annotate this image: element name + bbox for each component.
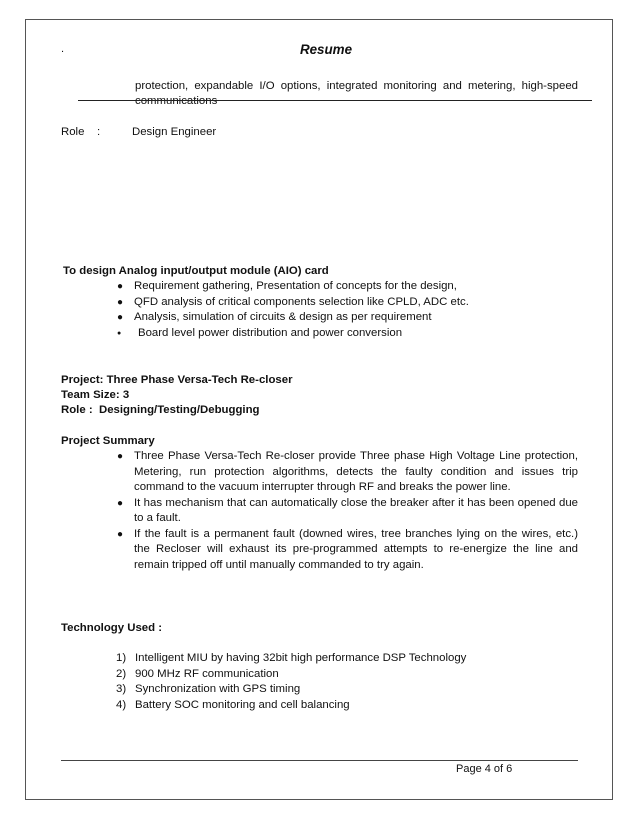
aio-bullet-list: [117, 279, 578, 341]
list-item: ● Analysis, simulation of circuits & design as per requirement: [134, 310, 578, 326]
list-item: ● Requirement gathering, Presentation of concepts for the design,: [134, 279, 578, 295]
role-value: Design Engineer: [132, 126, 217, 138]
list-item: ● Board level power distribution and power conversion: [134, 326, 578, 342]
bullet-icon: ●: [117, 281, 124, 292]
bullet-icon: ●: [117, 329, 122, 337]
page-number: Page 4 of 6: [456, 763, 513, 775]
header-dot: .: [61, 43, 65, 55]
bullet-icon: ●: [117, 312, 124, 323]
aio-heading: To design Analog input/output module (AIO) card: [63, 265, 329, 277]
list-item: 4) Battery SOC monitoring and cell balancing: [116, 698, 350, 711]
project-role: Role : Designing/Testing/Debugging: [61, 404, 260, 416]
list-item: 1) Intelligent MIU by having 32bit high performance DSP Technology: [116, 652, 467, 664]
project-title: Project: Three Phase Versa-Tech Re-closer: [61, 374, 293, 386]
list-item: 3) Synchronization with GPS timing: [116, 683, 301, 695]
summary-heading: Project Summary: [61, 435, 155, 447]
role-colon: :: [97, 126, 101, 138]
continuation-line-1: protection, expandable I/O options, integrated monitoring and metering, high-speed: [135, 80, 578, 92]
summary-bullet-list: [117, 449, 578, 573]
team-size: Team Size: 3: [61, 389, 130, 401]
header-rule: [78, 100, 592, 101]
technology-list: [116, 651, 575, 713]
bullet-icon: ●: [117, 497, 124, 509]
bullet-icon: ●: [117, 296, 124, 308]
technology-heading: Technology Used :: [61, 622, 163, 634]
bullet-icon: ●: [117, 451, 124, 462]
list-item: 2) 900 MHz RF communication: [116, 667, 279, 680]
list-item: ● Three Phase Versa-Tech Re-closer provide Three phase High Voltage Line protection, Metering, run protection algorithms, detects the faulty condition and issues trip command to the vacuum interrupter through RF and breaks the power line.: [117, 450, 578, 493]
list-item: ● If the fault is a permanent fault (downed wires, tree branches lying on the wires, etc.) the Recloser will exhaust its pre-programmed attempts to re-energize the line and remain tripped off until manually commanded to try again.: [117, 527, 578, 571]
list-item: ● It has mechanism that can automatically close the breaker after it has been opened due to a fault.: [117, 496, 578, 524]
continuation-line-2: communications: [135, 95, 218, 107]
list-item: ● QFD analysis of critical components selection like CPLD, ADC etc.: [134, 295, 578, 311]
footer-rule: [61, 760, 578, 761]
header-title: Resume: [299, 42, 353, 57]
role-label: Role: [61, 126, 85, 138]
bullet-icon: ●: [117, 528, 124, 540]
